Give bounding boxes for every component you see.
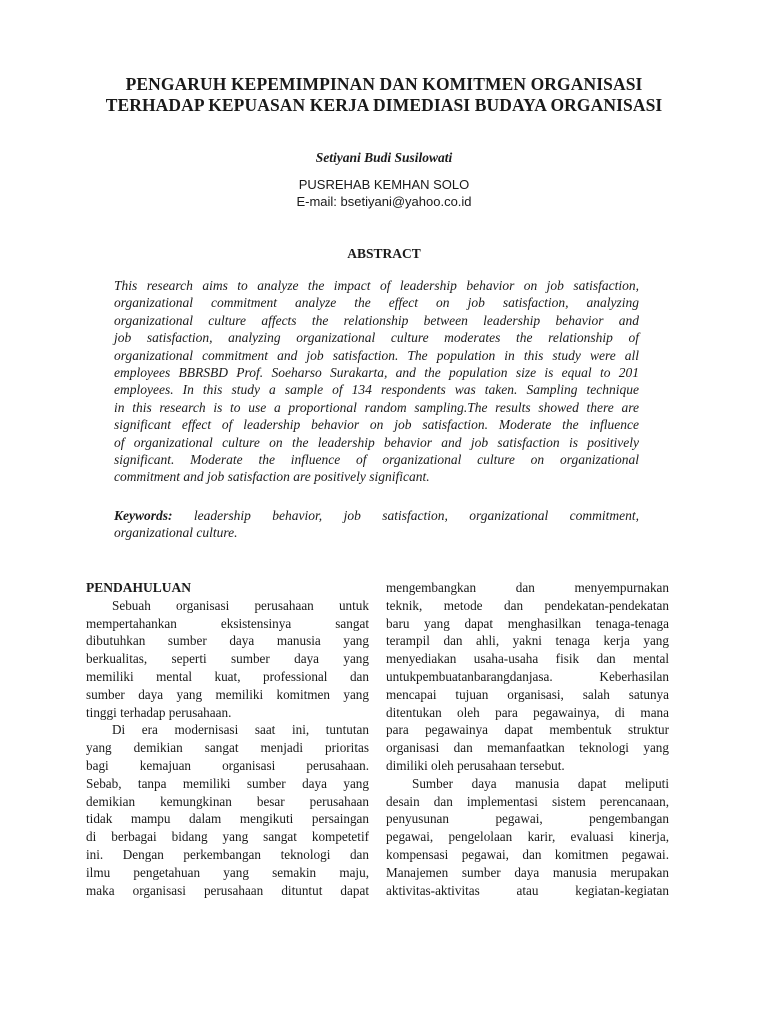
right-column	[386, 579, 669, 899]
body-line: mempertahankan eksistensinya sangat	[86, 615, 369, 631]
body-line: ini. Dengan perkembangan teknologi dan	[86, 846, 369, 862]
body-line: tidak mampu dalam mengikuti persaingan	[86, 811, 369, 827]
abstract-line: significant. Moderate the influence of organizational culture on organizational	[114, 452, 639, 468]
keywords-text-1: leadership behavior, job satisfaction, organizational commitment,	[193, 508, 640, 523]
abstract-line: organizational commitment and job satisfaction. The population in this study were all	[114, 347, 639, 363]
body-line: penyusunan pegawai, pengembangan	[386, 811, 669, 827]
body-line: yang demikian sangat menjadi prioritas	[86, 740, 369, 756]
body-line: desain dan implementasi sistem perencanaan,	[386, 793, 669, 809]
body-line: ilmu pengetahuan yang semakin maju,	[86, 864, 369, 880]
body-line: aktivitas-aktivitas atau kegiatan-kegiatan	[386, 882, 669, 898]
body-line: dibutuhkan sumber daya manusia yang	[86, 633, 369, 649]
left-column	[86, 579, 369, 899]
body-line: bagi kemajuan organisasi perusahaan.	[86, 757, 369, 773]
abstract-line: of organizational culture on the leadership behavior and job satisfaction is positively	[114, 434, 639, 450]
affiliation: PUSREHAB KEMHAN SOLO	[298, 177, 470, 192]
abstract-line: This research aims to analyze the impact of leadership behavior on job satisfaction,	[114, 278, 639, 293]
body-line: organisasi dan memanfaatkan teknologi yang	[386, 740, 669, 756]
abstract-line: job satisfaction, analyzing organizational culture moderates the relationship of	[114, 330, 639, 346]
body-line: ditentukan oleh para pegawainya, di mana	[386, 704, 669, 720]
body-line: menyediakan usaha-usaha fisik dan mental	[386, 651, 669, 667]
keywords-text-2: organizational culture.	[114, 525, 238, 541]
body-line: tinggi terhadap perusahaan.	[86, 704, 232, 720]
body-line: terampil dan ahli, yakni tenaga kerja yang	[386, 633, 669, 649]
body-line: sumber daya yang memiliki komitmen yang	[86, 686, 369, 702]
body-line: mencapai tujuan organisasi, salah satunya	[386, 686, 669, 702]
body-line: pegawai, pengelolaan karir, evaluasi kinerja,	[386, 829, 669, 845]
body-line: demikian kemungkinan besar perusahaan	[86, 793, 369, 809]
abstract-line: organizational culture affects the relationship between leadership behavior and	[114, 312, 639, 328]
body-line: Sebuah organisasi perusahaan untuk	[112, 597, 369, 613]
body-line: maka organisasi perusahaan dituntut dapat	[86, 882, 369, 898]
body-line: Di era modernisasi saat ini, tuntutan	[112, 722, 369, 738]
body-line: Sumber daya manusia dapat meliputi	[412, 775, 669, 791]
keywords-label: Keywords:	[114, 508, 173, 523]
body-line: baru yang dapat menghasilkan tenaga-tenaga	[386, 615, 669, 631]
abstract-line: in this research is to use a proportional random sampling.The results showed there are	[114, 399, 639, 415]
title-line-1: PENGARUH KEPEMIMPINAN DAN KOMITMEN ORGANISASI	[125, 74, 643, 94]
abstract-line: employees BBRSBD Prof. Soeharso Surakarta, and the population size is equal to 201	[114, 365, 639, 381]
author-name: Setiyani Budi Susilowati	[315, 150, 453, 165]
section-heading-pendahuluan: PENDAHULUAN	[86, 580, 192, 595]
body-line: mengembangkan dan menyempurnakan	[386, 580, 669, 595]
body-line: untukpembuatanbarangdanjasa. Keberhasilan	[386, 668, 669, 684]
abstract-heading: ABSTRACT	[347, 246, 421, 261]
body-line: para pegawainya dapat membentuk struktur	[386, 722, 669, 738]
keywords-line-1	[114, 507, 639, 524]
body-line: di berbagai bidang yang sangat kompetetif	[86, 829, 369, 845]
body-line: berkualitas, seperti sumber daya yang	[86, 651, 369, 667]
body-line: teknik, metode dan pendekatan-pendekatan	[386, 597, 669, 613]
body-line: Sebab, tanpa memiliki sumber daya yang	[86, 775, 369, 791]
paper-title	[60, 74, 708, 116]
abstract-line: organizational commitment analyze the effect on job satisfaction, analyzing	[114, 295, 639, 311]
abstract-body	[114, 277, 639, 486]
author-email: E-mail: bsetiyani@yahoo.co.id	[296, 194, 472, 209]
keywords-block	[114, 507, 639, 542]
author-affiliation-block	[0, 176, 768, 210]
title-line-2: TERHADAP KEPUASAN KERJA DIMEDIASI BUDAYA ORGANISASI	[105, 95, 663, 115]
body-line: kompensasi pegawai, dan komitmen pegawai.	[386, 846, 669, 862]
abstract-line: commitment and job satisfaction are positively significant.	[114, 469, 430, 485]
abstract-line: significant effect of leadership behavior on job satisfaction. Moderate the influence	[114, 417, 639, 433]
body-line: Manajemen sumber daya manusia merupakan	[386, 864, 669, 880]
body-line: memiliki mental kuat, professional dan	[86, 668, 369, 684]
abstract-line: employees. In this study a sample of 134 respondents was taken. Sampling technique	[114, 382, 639, 398]
body-line: dimiliki oleh perusahaan tersebut.	[386, 757, 565, 773]
